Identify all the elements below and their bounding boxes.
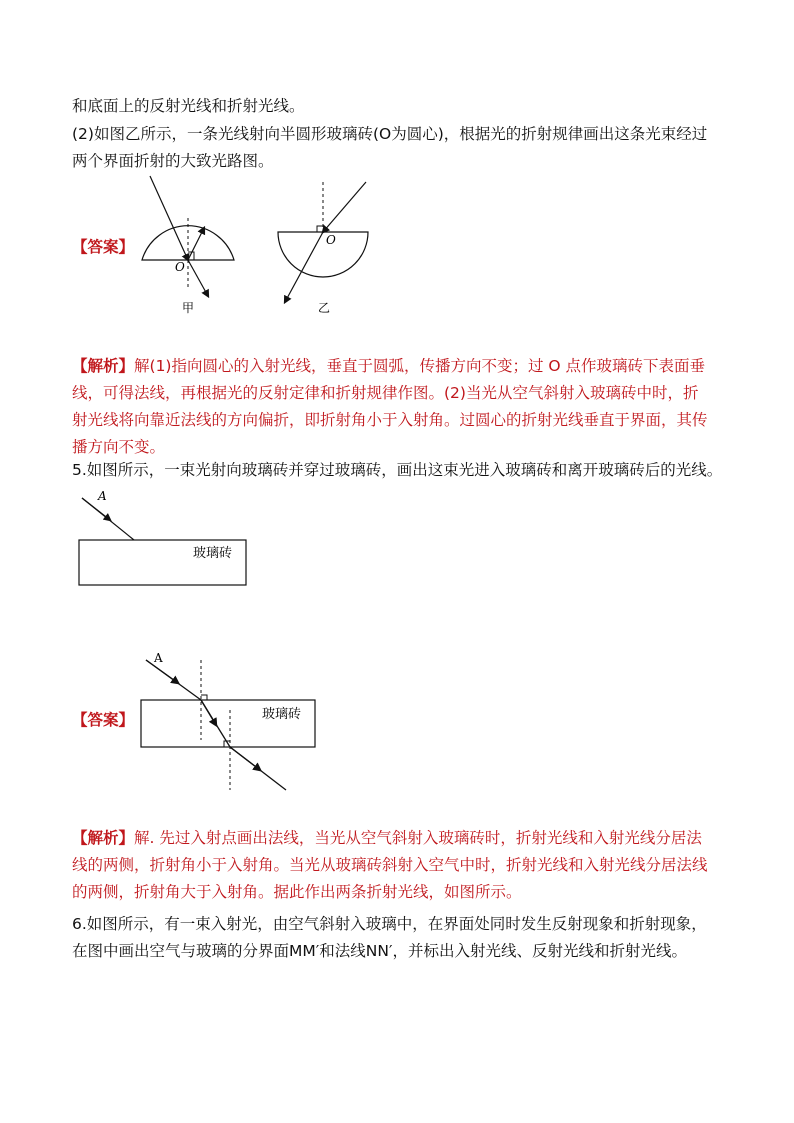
label-o-yi: O xyxy=(326,233,336,247)
q5-question-figure xyxy=(76,490,256,590)
label-glass-question: 玻璃砖 xyxy=(193,546,233,561)
text-line-1: 和底面上的反射光线和折射光线。 xyxy=(72,97,305,115)
answer-tag-q4: 【答案】 xyxy=(72,238,135,256)
label-jia: 甲 xyxy=(182,301,195,315)
q4-answer-diagram xyxy=(130,172,380,320)
label-a-answer: A xyxy=(154,651,163,665)
label-a-question: A xyxy=(98,490,107,503)
question-6-line-1: 6.如图所示，有一束入射光，由空气斜射入玻璃中，在界面处同时发生反射现象和折射现象， xyxy=(72,915,707,933)
question-4-2-line-1: (2)如图乙所示，一条光线射向半圆形玻璃砖(O为圆心)，根据光的折射规律画出这条光束经过 xyxy=(72,125,708,143)
answer-tag-q5: 【答案】 xyxy=(72,711,135,729)
figure-jia xyxy=(142,176,234,315)
label-o-jia: O xyxy=(175,260,185,274)
analysis-q5-line-2: 线的两侧，折射角小于入射角。当光从玻璃砖斜射入空气中时，折射光线和入射光线分居法线 xyxy=(72,856,708,874)
analysis-tag-q4: 【解析】 xyxy=(72,357,135,375)
figure-yi xyxy=(278,182,368,315)
analysis-q4-line-1: 【解析】解(1)指向圆心的入射光线，垂直于圆弧，传播方向不变；过 O 点作玻璃砖下表面垂 xyxy=(72,357,706,375)
label-yi: 乙 xyxy=(318,301,331,315)
label-glass-answer: 玻璃砖 xyxy=(262,707,302,722)
analysis-q5-line-1: 【解析】解. 先过入射点画出法线，当光从空气斜射入玻璃砖时，折射光线和入射光线分居法 xyxy=(72,829,702,847)
analysis-q4-line-2: 线，可得法线，再根据光的反射定律和折射规律作图。(2)当光从空气斜射入玻璃砖中时，折 xyxy=(72,384,699,402)
question-5: 5.如图所示，一束光射向玻璃砖并穿过玻璃砖，画出这束光进入玻璃砖和离开玻璃砖后的光线。 xyxy=(72,461,723,479)
analysis-tag-q5: 【解析】 xyxy=(72,829,135,847)
q5-answer-figure xyxy=(138,640,328,795)
question-4-2-line-2: 两个界面折射的大致光路图。 xyxy=(72,152,274,170)
analysis-q4-line-4: 播方向不变。 xyxy=(72,438,166,456)
question-6-line-2: 在图中画出空气与玻璃的分界面MM′和法线NN′，并标出入射光线、反射光线和折射光线。 xyxy=(72,942,687,960)
analysis-q4-line-3: 射光线将向靠近法线的方向偏折，即折射角小于入射角。过圆心的折射光线垂直于界面，其传 xyxy=(72,411,708,429)
analysis-q5-line-3: 的两侧，折射角大于入射角。据此作出两条折射光线，如图所示。 xyxy=(72,883,522,901)
